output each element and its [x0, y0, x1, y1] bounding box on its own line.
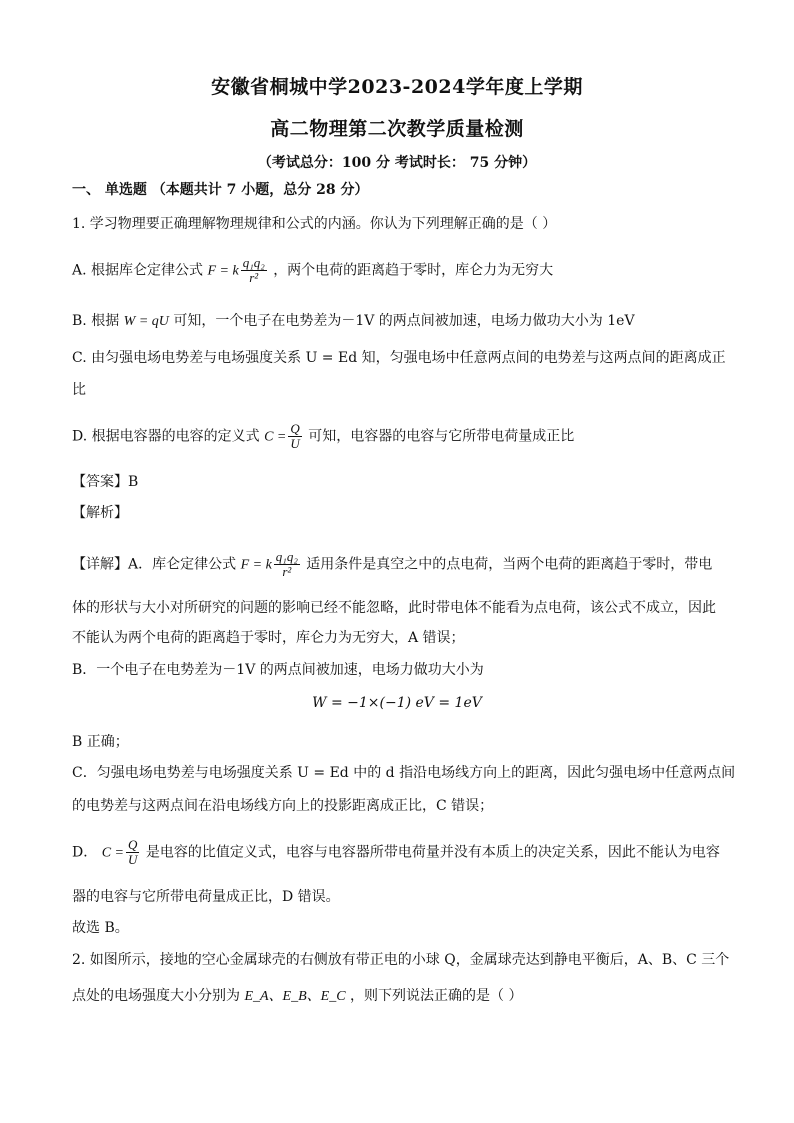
q1-detail-a-line-3: 不能认为两个电荷的距离趋于零时，库仑力为无穷大，A 错误；	[72, 630, 465, 646]
capacitance-denominator: U	[290, 436, 300, 451]
coulomb-numerator-2: q₁q₂	[275, 549, 298, 564]
title-line-1: 安徽省桐城中学2023-2024学年度上学期	[211, 76, 583, 98]
q1-analysis-heading: 【解析】	[72, 505, 128, 521]
coulomb-denominator: r²	[249, 270, 259, 285]
title-line-2: 高二物理第二次教学质量检测	[270, 118, 524, 140]
q1-detail-a-suffix: 适用条件是真空之中的点电荷，当两个电荷的距离趋于零时，带电	[306, 556, 713, 573]
q1-option-d-suffix: 可知，电容器的电容与它所带电荷量成正比	[308, 428, 575, 445]
coulomb-denominator-2: r²	[282, 564, 292, 579]
capacitance-fraction-2	[126, 838, 139, 867]
q1-detail-a-line-1	[72, 550, 712, 579]
q1-detail-c-line-1: C．匀强电场电势差与电场强度关系 U = Ed 中的 d 指沿电场线方向上的距离，因此匀强电场中任意两点间	[72, 765, 736, 781]
q1-detail-c-line-2: 的电势差与这两点间在沿电场线方向上的投影距离成正比，C 错误；	[72, 798, 494, 814]
q2-line-1: 2. 如图所示，接地的空心金属球壳的右侧放有带正电的小球 Q，金属球壳达到静电平衡后，A、B、C 三个	[72, 952, 730, 968]
q1-option-c-line-1: C. 由匀强电场电势差与电场强度关系 U = Ed 知，匀强电场中任意两点间的电势差与这两点间的距离成正	[72, 350, 726, 366]
q1-stem: 1. 学习物理要正确理解物理规律和公式的内涵。你认为下列理解正确的是（ ）	[72, 216, 557, 232]
q1-detail-a-prefix: 【详解】A．库仑定律公式	[72, 556, 237, 573]
coulomb-formula-lhs: F = k	[207, 263, 239, 279]
q1-detail-d-suffix: 是电容的比值定义式，电容与电容器所带电荷量并没有本质上的决定关系，因此不能认为电容	[145, 844, 720, 861]
q2-line-2-suffix: ，则下列说法正确的是（ ）	[350, 988, 523, 1004]
q1-option-b-prefix: B. 根据	[72, 313, 120, 329]
q1-option-a-prefix: A. 根据库仑定律公式	[72, 262, 204, 279]
capacitance-formula-lhs: C =	[264, 429, 287, 445]
q1-option-c-line-2: 比	[72, 382, 86, 398]
q2-line-2	[72, 986, 522, 1007]
work-formula: W = qU	[123, 314, 169, 329]
field-strengths: E_A、E_B、E_C	[244, 989, 346, 1004]
q1-option-d	[72, 422, 574, 451]
q1-option-b	[72, 311, 635, 332]
q1-option-a	[72, 256, 553, 285]
capacitance-numerator-2: Q	[127, 837, 138, 852]
q1-detail-b-line-1: B．一个电子在电势差为－1V 的两点间被加速，电场力做功大小为	[72, 662, 484, 678]
q1-answer: 【答案】B	[72, 474, 139, 490]
exam-info: （考试总分：100 分 考试时长： 75 分钟）	[257, 155, 537, 171]
q1-detail-d-line-1	[72, 838, 720, 867]
coulomb-fraction-2	[274, 550, 300, 579]
capacitance-formula-lhs-2: C =	[101, 845, 124, 861]
q1-detail-b-formula: W = −1×(−1) eV = 1eV	[312, 695, 482, 711]
q1-detail-d-prefix: D．	[72, 844, 98, 861]
q1-detail-b-line-2: B 正确；	[72, 734, 129, 750]
coulomb-fraction	[241, 256, 267, 285]
q1-option-d-prefix: D. 根据电容器的电容的定义式	[72, 428, 260, 445]
capacitance-numerator: Q	[290, 421, 300, 436]
capacitance-fraction	[288, 422, 301, 451]
q1-option-b-suffix: 可知，一个电子在电势差为－1V 的两点间被加速，电场力做功大小为 1eV	[173, 313, 635, 329]
q1-detail-a-line-2: 体的形状与大小对所研究的问题的影响已经不能忽略，此时带电体不能看为点电荷，该公式不成立，因此	[72, 600, 716, 616]
q1-conclusion: 故选 B。	[72, 920, 129, 936]
q1-detail-d-line-2: 器的电容与它所带电荷量成正比，D 错误。	[72, 889, 340, 905]
q1-option-a-suffix: ，两个电荷的距离趋于零时，库仑力为无穷大	[273, 262, 554, 279]
coulomb-formula-lhs-2: F = k	[240, 557, 272, 573]
q2-line-2-prefix: 点处的电场强度大小分别为	[72, 988, 240, 1004]
coulomb-numerator: q₁q₂	[242, 255, 265, 270]
section-heading: 一、 单选题 （本题共计 7 小题，总分 28 分）	[72, 182, 369, 198]
capacitance-denominator-2: U	[127, 852, 138, 867]
